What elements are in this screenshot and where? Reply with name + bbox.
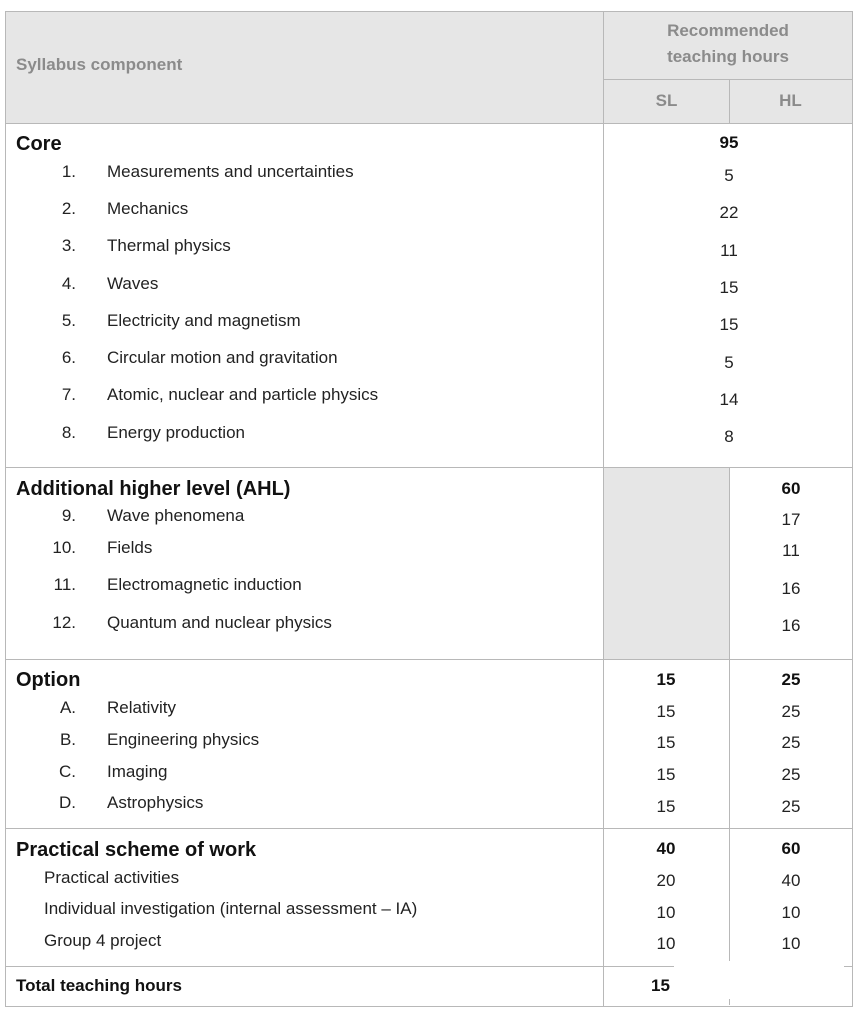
practical-item-sl-hours: 10 bbox=[656, 934, 676, 953]
option-item-sl-hours: 15 bbox=[656, 702, 676, 721]
core-item-hours: 14 bbox=[719, 390, 739, 409]
header-sl-hl-divider bbox=[729, 79, 730, 123]
option-item-label: Imaging bbox=[107, 762, 168, 781]
option-item-hl-hours: 25 bbox=[781, 733, 801, 752]
option-item-sl-hours: 15 bbox=[656, 797, 676, 816]
option-hl-total: 25 bbox=[781, 670, 801, 689]
ahl-item-number: 9. bbox=[61, 506, 76, 525]
option-item-label: Engineering physics bbox=[107, 730, 260, 749]
column-divider-main bbox=[603, 12, 604, 1006]
option-sl-total: 15 bbox=[656, 670, 676, 689]
header-hl: HL bbox=[779, 91, 802, 110]
option-item-letter: A. bbox=[59, 698, 76, 717]
core-total-hours: 95 bbox=[719, 133, 739, 152]
core-item-number: 6. bbox=[61, 348, 76, 367]
ahl-item-label: Electromagnetic induction bbox=[107, 575, 302, 594]
ahl-item-number: 10. bbox=[52, 538, 76, 557]
core-item-number: 8. bbox=[61, 423, 76, 442]
ahl-item-number: 11. bbox=[53, 575, 76, 594]
core-item-hours: 11 bbox=[720, 241, 738, 260]
core-item-label: Measurements and uncertainties bbox=[107, 162, 354, 181]
ahl-item-hl-hours: 16 bbox=[781, 616, 801, 635]
practical-hl-total: 60 bbox=[781, 839, 801, 858]
core-item-hours: 22 bbox=[719, 203, 739, 222]
option-item-sl-hours: 15 bbox=[656, 733, 676, 752]
core-item-hours: 15 bbox=[719, 315, 739, 334]
option-item-letter: B. bbox=[59, 730, 76, 749]
core-item-label: Waves bbox=[107, 274, 159, 293]
option-bottom-line bbox=[6, 828, 852, 829]
ahl-hl-total: 60 bbox=[781, 479, 801, 498]
option-item-letter: D. bbox=[59, 793, 76, 812]
header-syllabus-component: Syllabus component bbox=[16, 55, 183, 74]
option-item-hl-hours: 25 bbox=[781, 797, 801, 816]
core-item-hours: 5 bbox=[724, 353, 734, 372]
section-title-ahl: Additional higher level (AHL) bbox=[16, 478, 291, 500]
core-item-hours: 15 bbox=[719, 278, 739, 297]
core-item-label: Energy production bbox=[107, 423, 245, 442]
header-recommended-line2: teaching hours bbox=[667, 47, 789, 66]
option-item-label: Relativity bbox=[107, 698, 176, 717]
core-item-number: 1. bbox=[61, 162, 76, 181]
practical-item-hl-hours: 10 bbox=[781, 903, 801, 922]
section-title-practical: Practical scheme of work bbox=[16, 839, 257, 861]
ahl-item-number: 12. bbox=[52, 613, 76, 632]
header-recommended-hours bbox=[604, 18, 852, 70]
option-item-letter: C. bbox=[59, 762, 76, 781]
core-bottom-line bbox=[6, 467, 852, 468]
practical-item-sl-hours: 20 bbox=[656, 871, 676, 890]
practical-sl-total: 40 bbox=[656, 839, 676, 858]
section-title-option: Option bbox=[16, 669, 81, 691]
header-subdivider bbox=[603, 79, 852, 80]
sl-hl-divider bbox=[729, 467, 730, 1005]
core-item-number: 2. bbox=[61, 199, 76, 218]
ahl-bottom-line bbox=[6, 659, 852, 660]
ahl-sl-shaded-cell bbox=[604, 467, 729, 659]
obscured-area bbox=[674, 961, 844, 999]
practical-item-label: Practical activities bbox=[44, 868, 180, 887]
core-item-number: 5. bbox=[61, 311, 76, 330]
option-item-label: Astrophysics bbox=[107, 793, 204, 812]
ahl-item-label: Fields bbox=[107, 538, 153, 557]
core-item-hours: 8 bbox=[724, 427, 734, 446]
section-title-core: Core bbox=[16, 133, 62, 155]
ahl-item-hl-hours: 11 bbox=[782, 541, 800, 560]
practical-item-label: Individual investigation (internal assessment – IA) bbox=[44, 899, 418, 918]
practical-item-label: Group 4 project bbox=[44, 931, 162, 950]
total-teaching-hours-label: Total teaching hours bbox=[16, 976, 182, 995]
header-recommended-line1: Recommended bbox=[667, 21, 789, 40]
core-item-label: Electricity and magnetism bbox=[107, 311, 301, 330]
practical-item-sl-hours: 10 bbox=[656, 903, 676, 922]
core-item-label: Mechanics bbox=[107, 199, 189, 218]
core-item-label: Thermal physics bbox=[107, 236, 231, 255]
header-sl: SL bbox=[655, 91, 678, 110]
option-item-sl-hours: 15 bbox=[656, 765, 676, 784]
core-item-number: 3. bbox=[61, 236, 76, 255]
practical-item-hl-hours: 40 bbox=[781, 871, 801, 890]
core-item-number: 7. bbox=[61, 385, 76, 404]
practical-item-hl-hours: 10 bbox=[781, 934, 801, 953]
core-item-hours: 5 bbox=[724, 166, 734, 185]
core-item-number: 4. bbox=[61, 274, 76, 293]
ahl-item-hl-hours: 17 bbox=[781, 510, 801, 529]
option-item-hl-hours: 25 bbox=[781, 765, 801, 784]
option-item-hl-hours: 25 bbox=[781, 702, 801, 721]
ahl-item-hl-hours: 16 bbox=[781, 579, 801, 598]
header-bottom-line bbox=[6, 123, 852, 124]
ahl-item-label: Quantum and nuclear physics bbox=[107, 613, 332, 632]
total-teaching-hours-value: 15 bbox=[651, 976, 670, 995]
ahl-item-label: Wave phenomena bbox=[107, 506, 245, 525]
core-item-label: Circular motion and gravitation bbox=[107, 348, 338, 367]
core-item-label: Atomic, nuclear and particle physics bbox=[107, 385, 379, 404]
syllabus-table bbox=[5, 11, 853, 1007]
